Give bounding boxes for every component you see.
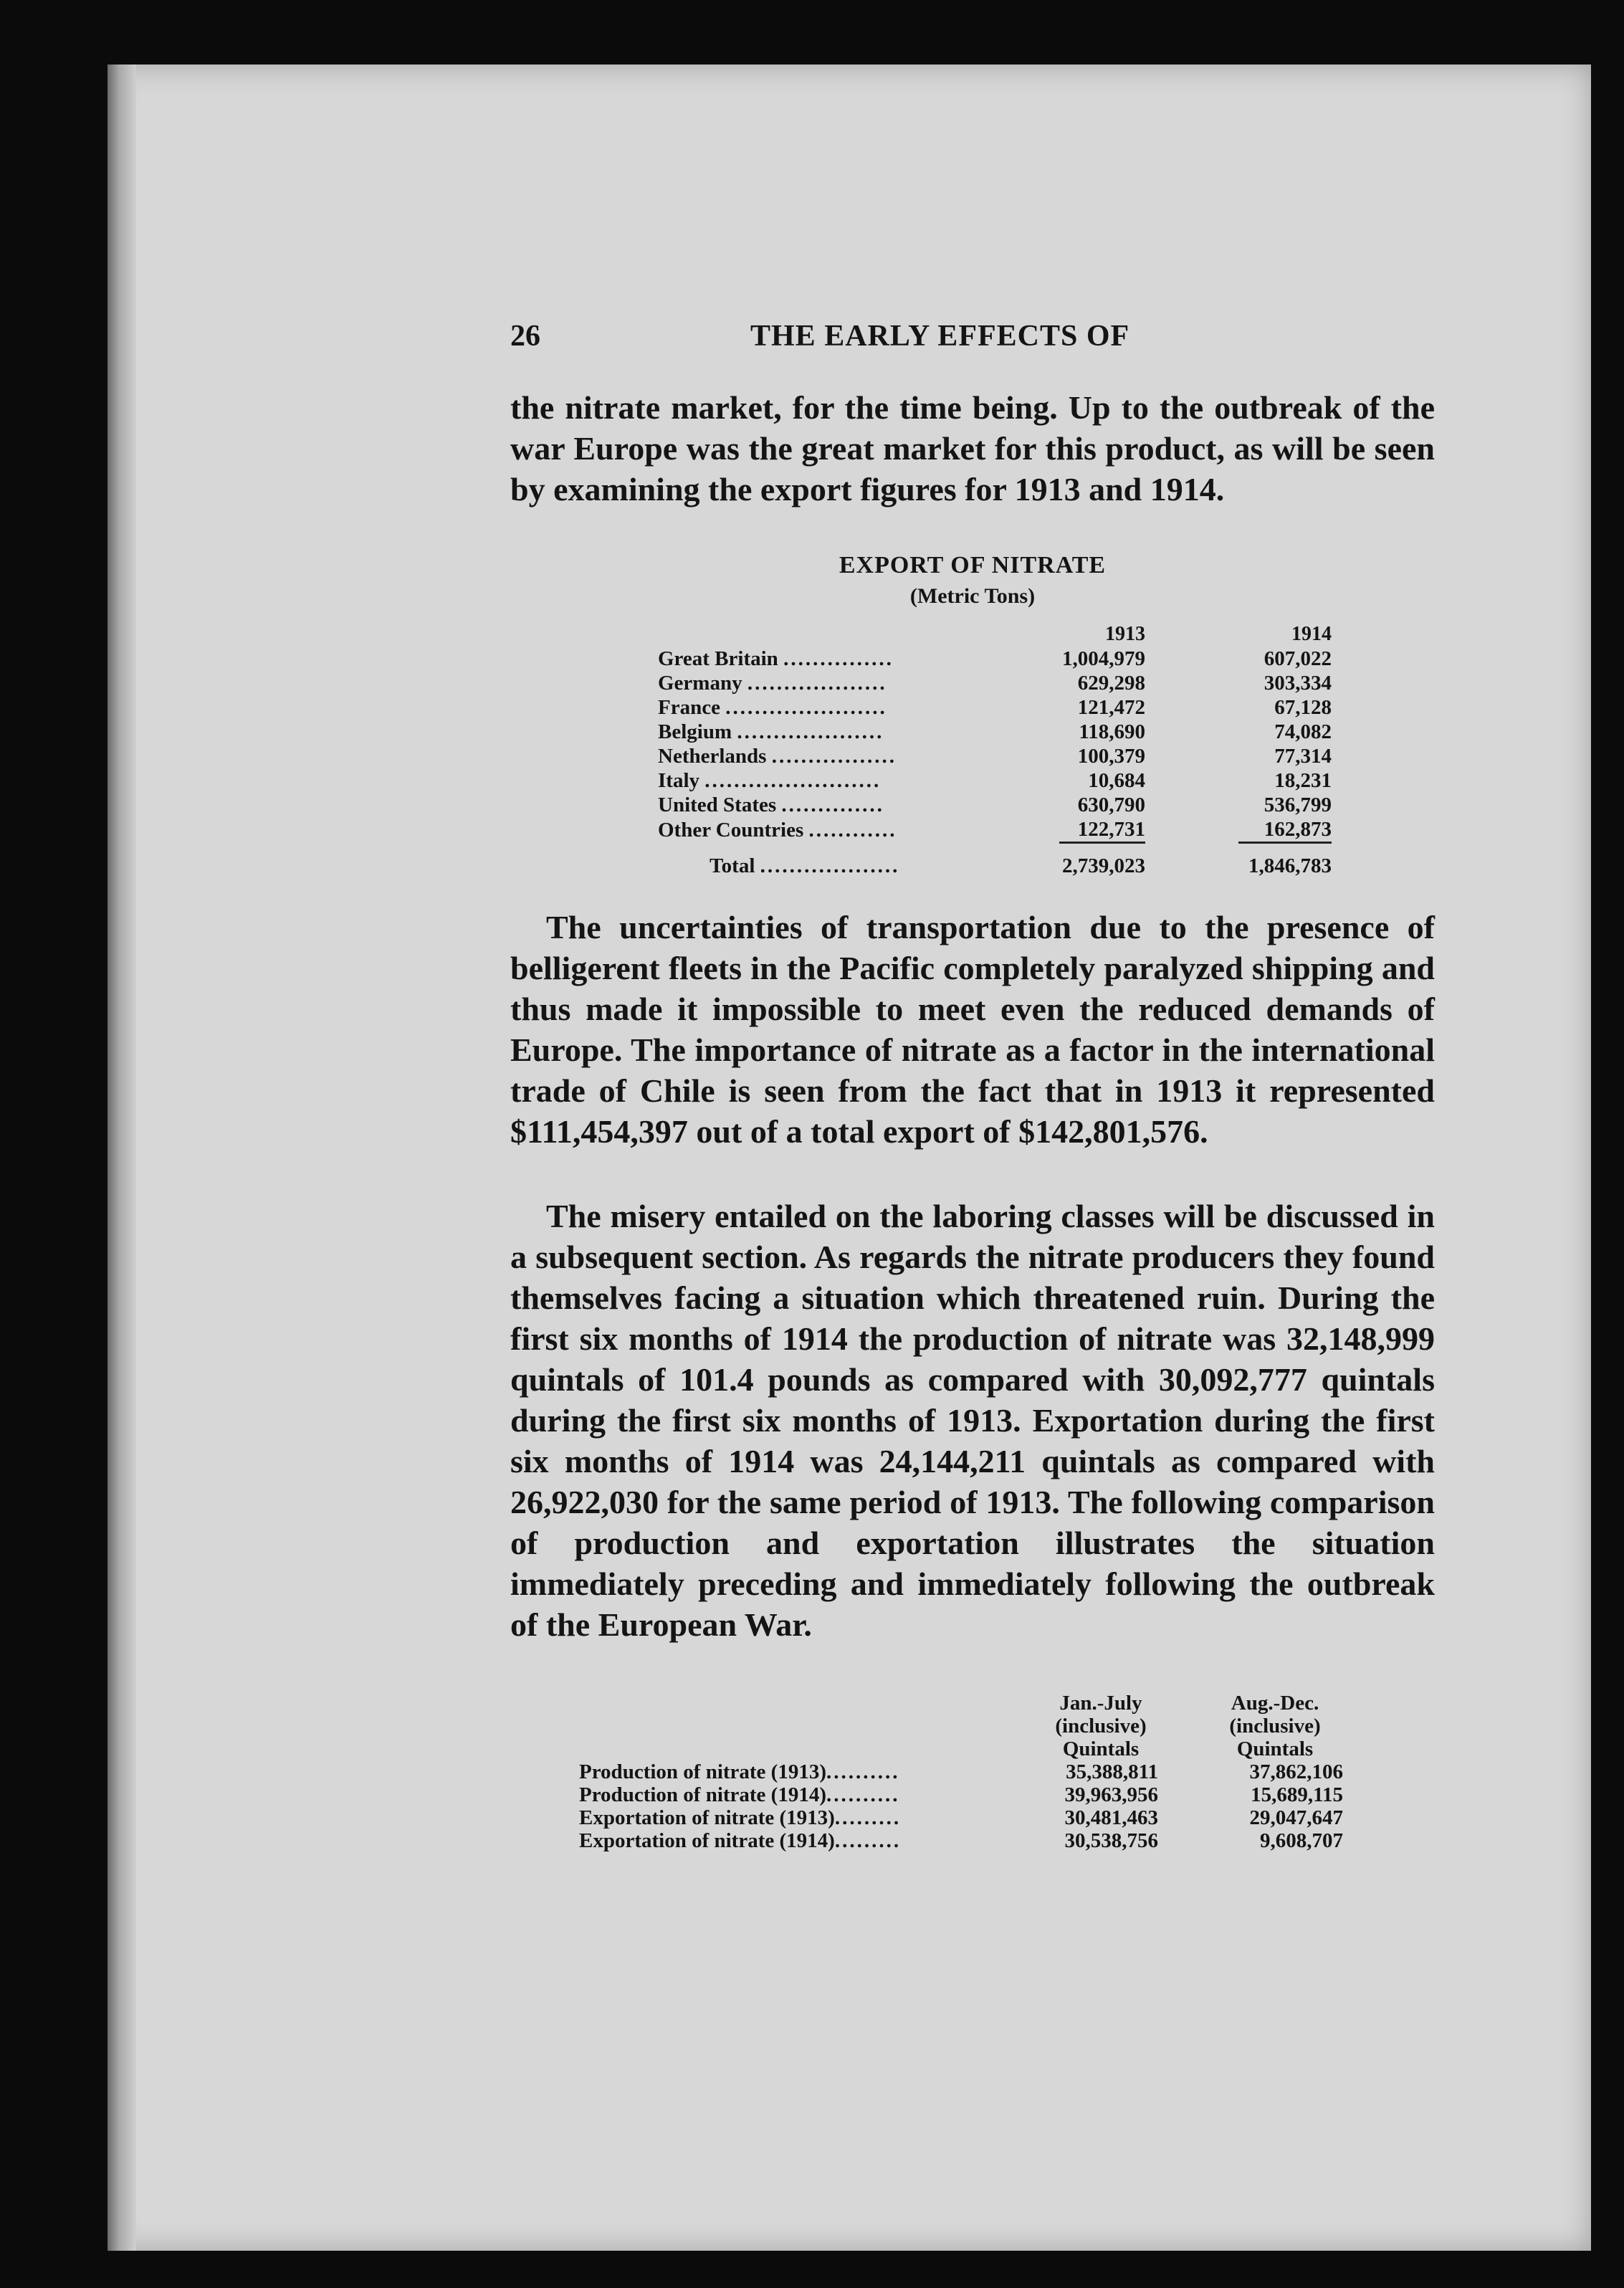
col2-header-line2: (inclusive) <box>1229 1715 1321 1738</box>
table-row <box>658 671 1332 695</box>
book-spine-edge <box>108 65 136 2251</box>
col2-header-line3: Quintals <box>1236 1738 1314 1760</box>
export-table-subtitle: (Metric Tons) <box>909 584 1036 608</box>
leader-dots: ................. <box>771 745 897 768</box>
value-1914: 18,231 <box>1274 769 1332 792</box>
page-number: 26 <box>510 320 540 353</box>
leader-dots: ........................ <box>704 769 882 792</box>
page-header <box>510 319 1435 362</box>
value-jan-july: 39,963,956 <box>1064 1783 1158 1806</box>
value-1913: 118,690 <box>1079 720 1145 743</box>
comparison-table <box>579 1692 1343 1852</box>
comparison-header-row <box>579 1738 1343 1760</box>
total-rule <box>658 843 1332 852</box>
table-row <box>658 817 1332 843</box>
paragraph-2: The uncertainties of transportation due to the presence of belligerent fleets in the Pacific completely paralyzed shipping and thus made it impossible to meet even the reduced demands of Europe. The importance of nitrate as a factor in the international trade of Chile is seen from the fact that in 1913 it represented $111,454,397 out of a total export of $142,801,576. <box>510 909 1435 1150</box>
row-label: Production of nitrate (1914) <box>579 1783 826 1806</box>
comparison-header-row <box>579 1692 1343 1715</box>
running-title: THE EARLY EFFECTS OF <box>750 320 1130 353</box>
value-aug-dec: 15,689,115 <box>1251 1783 1343 1806</box>
col1-header-line1: Jan.-July <box>1059 1692 1142 1715</box>
value-1914: 67,128 <box>1274 696 1332 719</box>
total-label: Total <box>710 854 755 877</box>
total-row <box>658 851 1332 881</box>
value-1914: 607,022 <box>1264 647 1332 670</box>
col1-header-line2: (inclusive) <box>1055 1715 1147 1738</box>
table-row <box>579 1829 1343 1852</box>
paragraph-1: the nitrate market, for the time being. Up to the outbreak of the war Europe was the great market for this product, as will be seen by examining the export figures for 1913 and 1914. <box>510 389 1435 507</box>
leader-dots: .............. <box>781 793 884 816</box>
leader-dots: .......... <box>826 1760 900 1783</box>
total-1914: 1,846,783 <box>1248 854 1332 877</box>
comparison-header-row <box>579 1715 1343 1738</box>
row-label: France <box>658 696 720 719</box>
value-1913: 100,379 <box>1077 745 1145 768</box>
paragraph-3: The misery entailed on the laboring classes will be discussed in a subsequent section. As regards the nitrate producers they found themselves facing a situation which threatened ruin. During the first six months of 1914 the production of nitrate was 32,148,999 quintals of 101.4 pounds as compared with 30,092,777 quintals during the first six months of 1913. Exportation during the first six months of 1914 was 24,144,211 quintals as compared with 26,922,030 for the same period of 1913. The following comparison of production and exportation illustrates the situation immediately preceding and immediately following the outbreak of the European War. <box>510 1198 1435 1643</box>
row-label: Netherlands <box>658 745 767 768</box>
col2-header-line1: Aug.-Dec. <box>1231 1692 1319 1715</box>
value-1914: 162,873 <box>1264 818 1332 841</box>
table-row <box>579 1760 1343 1783</box>
row-label: Other Countries <box>658 818 804 842</box>
value-aug-dec: 37,862,106 <box>1249 1760 1343 1783</box>
row-label: Germany <box>658 672 742 695</box>
export-table-header-row <box>658 622 1332 647</box>
value-aug-dec: 9,608,707 <box>1260 1829 1343 1852</box>
value-1914: 77,314 <box>1274 745 1332 768</box>
value-1913: 10,684 <box>1088 769 1145 792</box>
leader-dots: .................... <box>737 720 884 743</box>
value-aug-dec: 29,047,647 <box>1249 1806 1343 1829</box>
col-header-1913: 1913 <box>1105 623 1145 645</box>
value-1914: 303,334 <box>1264 672 1332 695</box>
table-row <box>658 768 1332 793</box>
export-table-title: EXPORT OF NITRATE <box>839 552 1107 578</box>
export-table <box>658 622 1332 881</box>
value-1914: 74,082 <box>1274 720 1332 743</box>
leader-dots: ............... <box>783 647 894 670</box>
table-row <box>658 695 1332 720</box>
value-jan-july: 30,538,756 <box>1064 1829 1158 1852</box>
value-1913: 122,731 <box>1077 818 1145 841</box>
value-1913: 629,298 <box>1077 672 1145 695</box>
row-label: Belgium <box>658 720 732 743</box>
leader-dots: ...................... <box>725 696 887 719</box>
table-row <box>579 1783 1343 1806</box>
leader-dots: ................... <box>760 854 900 877</box>
leader-dots: .......... <box>826 1783 900 1806</box>
value-jan-july: 35,388,811 <box>1066 1760 1158 1783</box>
table-row <box>658 720 1332 744</box>
col-header-1914: 1914 <box>1291 623 1332 645</box>
col1-header-line3: Quintals <box>1062 1738 1140 1760</box>
table-row <box>658 793 1332 817</box>
leader-dots: ......... <box>834 1806 902 1829</box>
row-label: Great Britain <box>658 647 778 670</box>
leader-dots: ......... <box>834 1829 902 1852</box>
value-1913: 1,004,979 <box>1062 647 1145 670</box>
value-jan-july: 30,481,463 <box>1064 1806 1158 1829</box>
row-label: Production of nitrate (1913) <box>579 1760 826 1783</box>
value-1913: 121,472 <box>1077 696 1145 719</box>
leader-dots: ................... <box>747 672 887 695</box>
table-row <box>579 1806 1343 1829</box>
table-row <box>658 647 1332 671</box>
row-label: Exportation of nitrate (1914) <box>579 1829 835 1852</box>
table-row <box>658 744 1332 768</box>
row-label: United States <box>658 793 777 816</box>
value-1914: 536,799 <box>1264 793 1332 816</box>
leader-dots: ............ <box>808 818 897 842</box>
row-label: Exportation of nitrate (1913) <box>579 1806 835 1829</box>
row-label: Italy <box>658 769 699 792</box>
value-1913: 630,790 <box>1077 793 1145 816</box>
total-1913: 2,739,023 <box>1062 854 1145 877</box>
